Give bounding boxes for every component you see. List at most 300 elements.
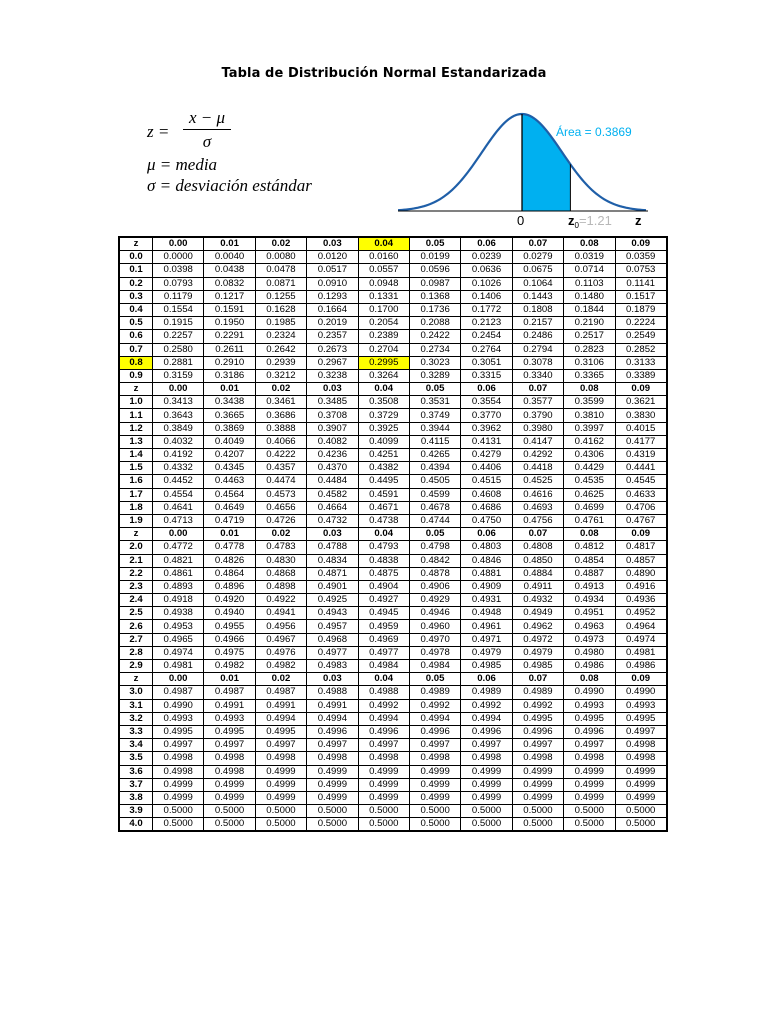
table-cell: 0.0753 [615, 264, 667, 277]
table-cell: 0.3888 [255, 422, 306, 435]
table-cell: 0.4929 [409, 594, 460, 607]
header-col: 0.04 [358, 383, 409, 396]
z-table [118, 236, 668, 832]
table-cell: 0.2910 [204, 356, 255, 369]
table-cell: 0.4997 [409, 739, 460, 752]
table-cell: 0.4115 [409, 435, 460, 448]
table-cell: 0.4842 [409, 554, 460, 567]
row-z-label: 2.1 [119, 554, 153, 567]
row-z-label: 3.6 [119, 765, 153, 778]
table-cell: 0.4997 [153, 739, 204, 752]
table-cell: 0.4772 [153, 541, 204, 554]
header-col: 0.00 [153, 237, 204, 251]
table-row [119, 541, 667, 554]
table-row [119, 290, 667, 303]
table-cell: 0.2794 [512, 343, 563, 356]
table-row [119, 251, 667, 264]
table-cell: 0.2881 [153, 356, 204, 369]
table-cell: 0.4955 [204, 620, 255, 633]
table-cell: 0.4984 [358, 660, 409, 673]
row-z-label: 2.9 [119, 660, 153, 673]
table-cell: 0.3849 [153, 422, 204, 435]
table-cell: 0.4998 [615, 752, 667, 765]
table-cell: 0.0160 [358, 251, 409, 264]
table-cell: 0.4999 [255, 765, 306, 778]
table-cell: 0.4726 [255, 514, 306, 527]
table-cell: 0.4713 [153, 514, 204, 527]
header-col: 0.09 [615, 528, 667, 541]
table-cell: 0.0675 [512, 264, 563, 277]
table-cell: 0.4948 [461, 607, 512, 620]
header-col: 0.09 [615, 383, 667, 396]
table-cell: 0.3461 [255, 396, 306, 409]
table-cell: 0.5000 [307, 805, 358, 818]
table-cell: 0.0359 [615, 251, 667, 264]
table-cell: 0.4992 [409, 699, 460, 712]
table-cell: 0.4999 [461, 765, 512, 778]
table-cell: 0.2454 [461, 330, 512, 343]
table-cell: 0.4429 [564, 462, 615, 475]
table-cell: 0.1700 [358, 303, 409, 316]
table-cell: 0.4949 [512, 607, 563, 620]
row-z-label: 0.9 [119, 369, 153, 382]
table-cell: 0.4972 [512, 633, 563, 646]
table-cell: 0.4394 [409, 462, 460, 475]
table-cell: 0.4941 [255, 607, 306, 620]
table-cell: 0.3365 [564, 369, 615, 382]
table-cell: 0.4974 [153, 646, 204, 659]
table-cell: 0.4192 [153, 449, 204, 462]
table-cell: 0.3962 [461, 422, 512, 435]
table-cell: 0.5000 [204, 805, 255, 818]
table-cell: 0.4984 [409, 660, 460, 673]
table-cell: 0.4998 [204, 765, 255, 778]
table-cell: 0.4452 [153, 475, 204, 488]
table-cell: 0.3708 [307, 409, 358, 422]
table-cell: 0.4987 [153, 686, 204, 699]
table-cell: 0.4525 [512, 475, 563, 488]
table-cell: 0.4995 [255, 725, 306, 738]
table-cell: 0.4998 [409, 752, 460, 765]
table-cell: 0.4641 [153, 501, 204, 514]
table-cell: 0.0596 [409, 264, 460, 277]
table-cell: 0.4656 [255, 501, 306, 514]
row-z-label: 3.1 [119, 699, 153, 712]
table-cell: 0.5000 [564, 805, 615, 818]
row-z-label: 0.1 [119, 264, 153, 277]
table-cell: 0.4951 [564, 607, 615, 620]
table-cell: 0.2422 [409, 330, 460, 343]
table-cell: 0.4719 [204, 514, 255, 527]
table-cell: 0.3925 [358, 422, 409, 435]
table-cell: 0.4750 [461, 514, 512, 527]
table-cell: 0.3770 [461, 409, 512, 422]
table-cell: 0.2224 [615, 317, 667, 330]
table-cell: 0.4131 [461, 435, 512, 448]
table-cell: 0.4997 [358, 739, 409, 752]
table-cell: 0.4940 [204, 607, 255, 620]
table-cell: 0.4943 [307, 607, 358, 620]
table-cell: 0.2123 [461, 317, 512, 330]
page-title: Tabla de Distribución Normal Estandarizada [221, 66, 547, 81]
header-col: 0.08 [564, 673, 615, 686]
table-cell: 0.4207 [204, 449, 255, 462]
row-z-label: 0.7 [119, 343, 153, 356]
table-cell: 0.4986 [615, 660, 667, 673]
table-cell: 0.4978 [409, 646, 460, 659]
formula-lhs: z = [147, 122, 170, 141]
table-cell: 0.5000 [358, 818, 409, 832]
table-cell: 0.4996 [461, 725, 512, 738]
table-cell: 0.4505 [409, 475, 460, 488]
header-col: 0.02 [255, 237, 306, 251]
table-cell: 0.4999 [255, 778, 306, 791]
table-cell: 0.4998 [564, 752, 615, 765]
table-cell: 0.4706 [615, 501, 667, 514]
table-cell: 0.5000 [358, 805, 409, 818]
row-z-label: 1.8 [119, 501, 153, 514]
table-cell: 0.4945 [358, 607, 409, 620]
header-col: 0.01 [204, 383, 255, 396]
table-cell: 0.4990 [564, 686, 615, 699]
table-cell: 0.5000 [409, 805, 460, 818]
table-cell: 0.4982 [204, 660, 255, 673]
table-cell: 0.4881 [461, 567, 512, 580]
table-cell: 0.4573 [255, 488, 306, 501]
table-cell: 0.4998 [255, 752, 306, 765]
table-cell: 0.3790 [512, 409, 563, 422]
header-col: 0.08 [564, 237, 615, 251]
table-cell: 0.4911 [512, 580, 563, 593]
table-cell: 0.4664 [307, 501, 358, 514]
header-col: 0.05 [409, 528, 460, 541]
table-cell: 0.2642 [255, 343, 306, 356]
table-row [119, 660, 667, 673]
table-row [119, 462, 667, 475]
table-cell: 0.4732 [307, 514, 358, 527]
header-col: 0.05 [409, 383, 460, 396]
header-col: 0.04 [358, 673, 409, 686]
table-cell: 0.1950 [204, 317, 255, 330]
table-cell: 0.4884 [512, 567, 563, 580]
table-cell: 0.3238 [307, 369, 358, 382]
table-cell: 0.4962 [512, 620, 563, 633]
table-cell: 0.4406 [461, 462, 512, 475]
table-cell: 0.4893 [153, 580, 204, 593]
table-cell: 0.4545 [615, 475, 667, 488]
table-cell: 0.4987 [255, 686, 306, 699]
table-cell: 0.4961 [461, 620, 512, 633]
table-cell: 0.1064 [512, 277, 563, 290]
table-cell: 0.4382 [358, 462, 409, 475]
table-cell: 0.3389 [615, 369, 667, 382]
formula-numerator: x − μ [188, 108, 226, 127]
table-cell: 0.1217 [204, 290, 255, 303]
table-cell: 0.4980 [564, 646, 615, 659]
row-z-label: 3.3 [119, 725, 153, 738]
table-cell: 0.4887 [564, 567, 615, 580]
header-col: 0.08 [564, 528, 615, 541]
table-row [119, 330, 667, 343]
table-cell: 0.4535 [564, 475, 615, 488]
table-cell: 0.1480 [564, 290, 615, 303]
table-cell: 0.1772 [461, 303, 512, 316]
table-cell: 0.3051 [461, 356, 512, 369]
table-cell: 0.4925 [307, 594, 358, 607]
fraction-bar [183, 129, 231, 130]
row-z-label: 3.8 [119, 791, 153, 804]
table-cell: 0.4554 [153, 488, 204, 501]
table-cell: 0.4994 [255, 712, 306, 725]
table-cell: 0.4803 [461, 541, 512, 554]
table-cell: 0.4850 [512, 554, 563, 567]
table-cell: 0.4986 [564, 660, 615, 673]
header-col: 0.07 [512, 383, 563, 396]
table-cell: 0.4564 [204, 488, 255, 501]
header-col: 0.09 [615, 237, 667, 251]
table-cell: 0.3340 [512, 369, 563, 382]
table-cell: 0.4999 [564, 778, 615, 791]
row-z-label: 1.2 [119, 422, 153, 435]
table-cell: 0.4977 [307, 646, 358, 659]
table-cell: 0.4345 [204, 462, 255, 475]
table-cell: 0.4992 [512, 699, 563, 712]
header-col: 0.05 [409, 673, 460, 686]
table-cell: 0.4082 [307, 435, 358, 448]
table-cell: 0.4306 [564, 449, 615, 462]
row-z-label: 0.8 [119, 356, 153, 369]
table-cell: 0.4177 [615, 435, 667, 448]
table-cell: 0.3159 [153, 369, 204, 382]
table-cell: 0.3980 [512, 422, 563, 435]
table-cell: 0.4147 [512, 435, 563, 448]
row-z-label: 0.5 [119, 317, 153, 330]
table-row [119, 712, 667, 725]
table-cell: 0.0793 [153, 277, 204, 290]
table-cell: 0.4920 [204, 594, 255, 607]
header-col: 0.03 [307, 528, 358, 541]
table-cell: 0.4778 [204, 541, 255, 554]
table-cell: 0.1406 [461, 290, 512, 303]
table-row [119, 699, 667, 712]
header-col: 0.06 [461, 383, 512, 396]
table-cell: 0.4788 [307, 541, 358, 554]
table-cell: 0.2157 [512, 317, 563, 330]
zero-label: 0 [517, 213, 525, 228]
table-row [119, 396, 667, 409]
table-cell: 0.0871 [255, 277, 306, 290]
table-cell: 0.4931 [461, 594, 512, 607]
table-cell: 0.0080 [255, 251, 306, 264]
table-cell: 0.4671 [358, 501, 409, 514]
table-cell: 0.5000 [461, 805, 512, 818]
table-cell: 0.4871 [307, 567, 358, 580]
table-cell: 0.4996 [564, 725, 615, 738]
table-cell: 0.4999 [512, 791, 563, 804]
table-row [119, 514, 667, 527]
table-cell: 0.4994 [307, 712, 358, 725]
table-cell: 0.4861 [153, 567, 204, 580]
table-cell: 0.1368 [409, 290, 460, 303]
row-z-label: 3.9 [119, 805, 153, 818]
table-row [119, 317, 667, 330]
table-cell: 0.4989 [461, 686, 512, 699]
formula-fraction [183, 108, 231, 152]
table-cell: 0.4990 [153, 699, 204, 712]
table-row [119, 435, 667, 448]
table-cell: 0.4357 [255, 462, 306, 475]
table-cell: 0.4953 [153, 620, 204, 633]
table-cell: 0.3289 [409, 369, 460, 382]
header-col: 0.07 [512, 528, 563, 541]
table-cell: 0.4999 [564, 765, 615, 778]
table-row [119, 449, 667, 462]
table-cell: 0.3531 [409, 396, 460, 409]
table-cell: 0.0557 [358, 264, 409, 277]
table-cell: 0.4988 [307, 686, 358, 699]
table-row [119, 686, 667, 699]
table-cell: 0.0199 [409, 251, 460, 264]
table-cell: 0.4896 [204, 580, 255, 593]
row-z-label: 4.0 [119, 818, 153, 832]
table-cell: 0.3621 [615, 396, 667, 409]
table-cell: 0.4987 [204, 686, 255, 699]
table-cell: 0.4015 [615, 422, 667, 435]
table-cell: 0.0714 [564, 264, 615, 277]
table-cell: 0.3997 [564, 422, 615, 435]
table-cell: 0.4999 [307, 778, 358, 791]
table-cell: 0.3438 [204, 396, 255, 409]
table-cell: 0.4913 [564, 580, 615, 593]
table-cell: 0.4909 [461, 580, 512, 593]
table-cell: 0.4996 [409, 725, 460, 738]
table-cell: 0.4418 [512, 462, 563, 475]
table-cell: 0.4222 [255, 449, 306, 462]
header-col: 0.01 [204, 528, 255, 541]
table-cell: 0.4934 [564, 594, 615, 607]
table-cell: 0.4906 [409, 580, 460, 593]
table-row [119, 277, 667, 290]
table-cell: 0.3810 [564, 409, 615, 422]
area-label: Área = 0.3869 [556, 125, 632, 139]
row-z-label: 0.6 [119, 330, 153, 343]
table-cell: 0.3643 [153, 409, 204, 422]
table-cell: 0.4998 [358, 752, 409, 765]
table-cell: 0.4991 [204, 699, 255, 712]
table-cell: 0.4993 [153, 712, 204, 725]
table-cell: 0.2939 [255, 356, 306, 369]
table-cell: 0.5000 [615, 818, 667, 832]
table-cell: 0.4918 [153, 594, 204, 607]
table-row [119, 343, 667, 356]
row-z-label: 2.6 [119, 620, 153, 633]
table-cell: 0.1255 [255, 290, 306, 303]
header-col: 0.00 [153, 673, 204, 686]
table-cell: 0.2389 [358, 330, 409, 343]
table-cell: 0.4999 [358, 765, 409, 778]
table-cell: 0.4995 [615, 712, 667, 725]
table-cell: 0.4999 [358, 778, 409, 791]
table-cell: 0.0438 [204, 264, 255, 277]
table-cell: 0.4995 [564, 712, 615, 725]
table-cell: 0.4956 [255, 620, 306, 633]
table-cell: 0.4875 [358, 567, 409, 580]
table-cell: 0.2054 [358, 317, 409, 330]
table-cell: 0.4616 [512, 488, 563, 501]
table-cell: 0.3485 [307, 396, 358, 409]
header-col: 0.02 [255, 528, 306, 541]
table-row [119, 501, 667, 514]
table-cell: 0.4988 [358, 686, 409, 699]
row-z-label: 0.3 [119, 290, 153, 303]
table-cell: 0.2823 [564, 343, 615, 356]
table-cell: 0.4999 [512, 765, 563, 778]
table-cell: 0.4793 [358, 541, 409, 554]
table-cell: 0.4938 [153, 607, 204, 620]
row-z-label: 2.2 [119, 567, 153, 580]
table-header-row [119, 237, 667, 251]
table-cell: 0.4319 [615, 449, 667, 462]
table-cell: 0.4678 [409, 501, 460, 514]
table-cell: 0.4633 [615, 488, 667, 501]
table-cell: 0.4904 [358, 580, 409, 593]
table-cell: 0.3907 [307, 422, 358, 435]
table-cell: 0.4838 [358, 554, 409, 567]
table-cell: 0.4032 [153, 435, 204, 448]
table-cell: 0.4265 [409, 449, 460, 462]
z-axis-label: z [635, 213, 642, 228]
row-z-label: 1.9 [119, 514, 153, 527]
table-cell: 0.0319 [564, 251, 615, 264]
table-cell: 0.4960 [409, 620, 460, 633]
table-cell: 0.4999 [615, 791, 667, 804]
table-cell: 0.4997 [204, 739, 255, 752]
table-cell: 0.4686 [461, 501, 512, 514]
table-cell: 0.4756 [512, 514, 563, 527]
table-cell: 0.4999 [409, 791, 460, 804]
table-cell: 0.4251 [358, 449, 409, 462]
header-col: 0.07 [512, 673, 563, 686]
header-col: 0.04 [358, 237, 409, 251]
table-cell: 0.0832 [204, 277, 255, 290]
table-cell: 0.2486 [512, 330, 563, 343]
table-cell: 0.4998 [153, 765, 204, 778]
table-cell: 0.0239 [461, 251, 512, 264]
table-row [119, 264, 667, 277]
table-cell: 0.3023 [409, 356, 460, 369]
table-cell: 0.4983 [307, 660, 358, 673]
row-z-label: 0.2 [119, 277, 153, 290]
table-cell: 0.3830 [615, 409, 667, 422]
table-cell: 0.0636 [461, 264, 512, 277]
table-cell: 0.0040 [204, 251, 255, 264]
formula-denominator: σ [202, 132, 212, 151]
table-cell: 0.4890 [615, 567, 667, 580]
table-cell: 0.2734 [409, 343, 460, 356]
table-cell: 0.5000 [512, 818, 563, 832]
table-cell: 0.3729 [358, 409, 409, 422]
table-cell: 0.4993 [204, 712, 255, 725]
table-cell: 0.4981 [153, 660, 204, 673]
row-z-label: 1.7 [119, 488, 153, 501]
table-cell: 0.1664 [307, 303, 358, 316]
table-cell: 0.4999 [409, 778, 460, 791]
header-col: 0.04 [358, 528, 409, 541]
table-cell: 0.1736 [409, 303, 460, 316]
table-cell: 0.4649 [204, 501, 255, 514]
z0-value: =1.21 [578, 213, 612, 228]
table-cell: 0.0948 [358, 277, 409, 290]
